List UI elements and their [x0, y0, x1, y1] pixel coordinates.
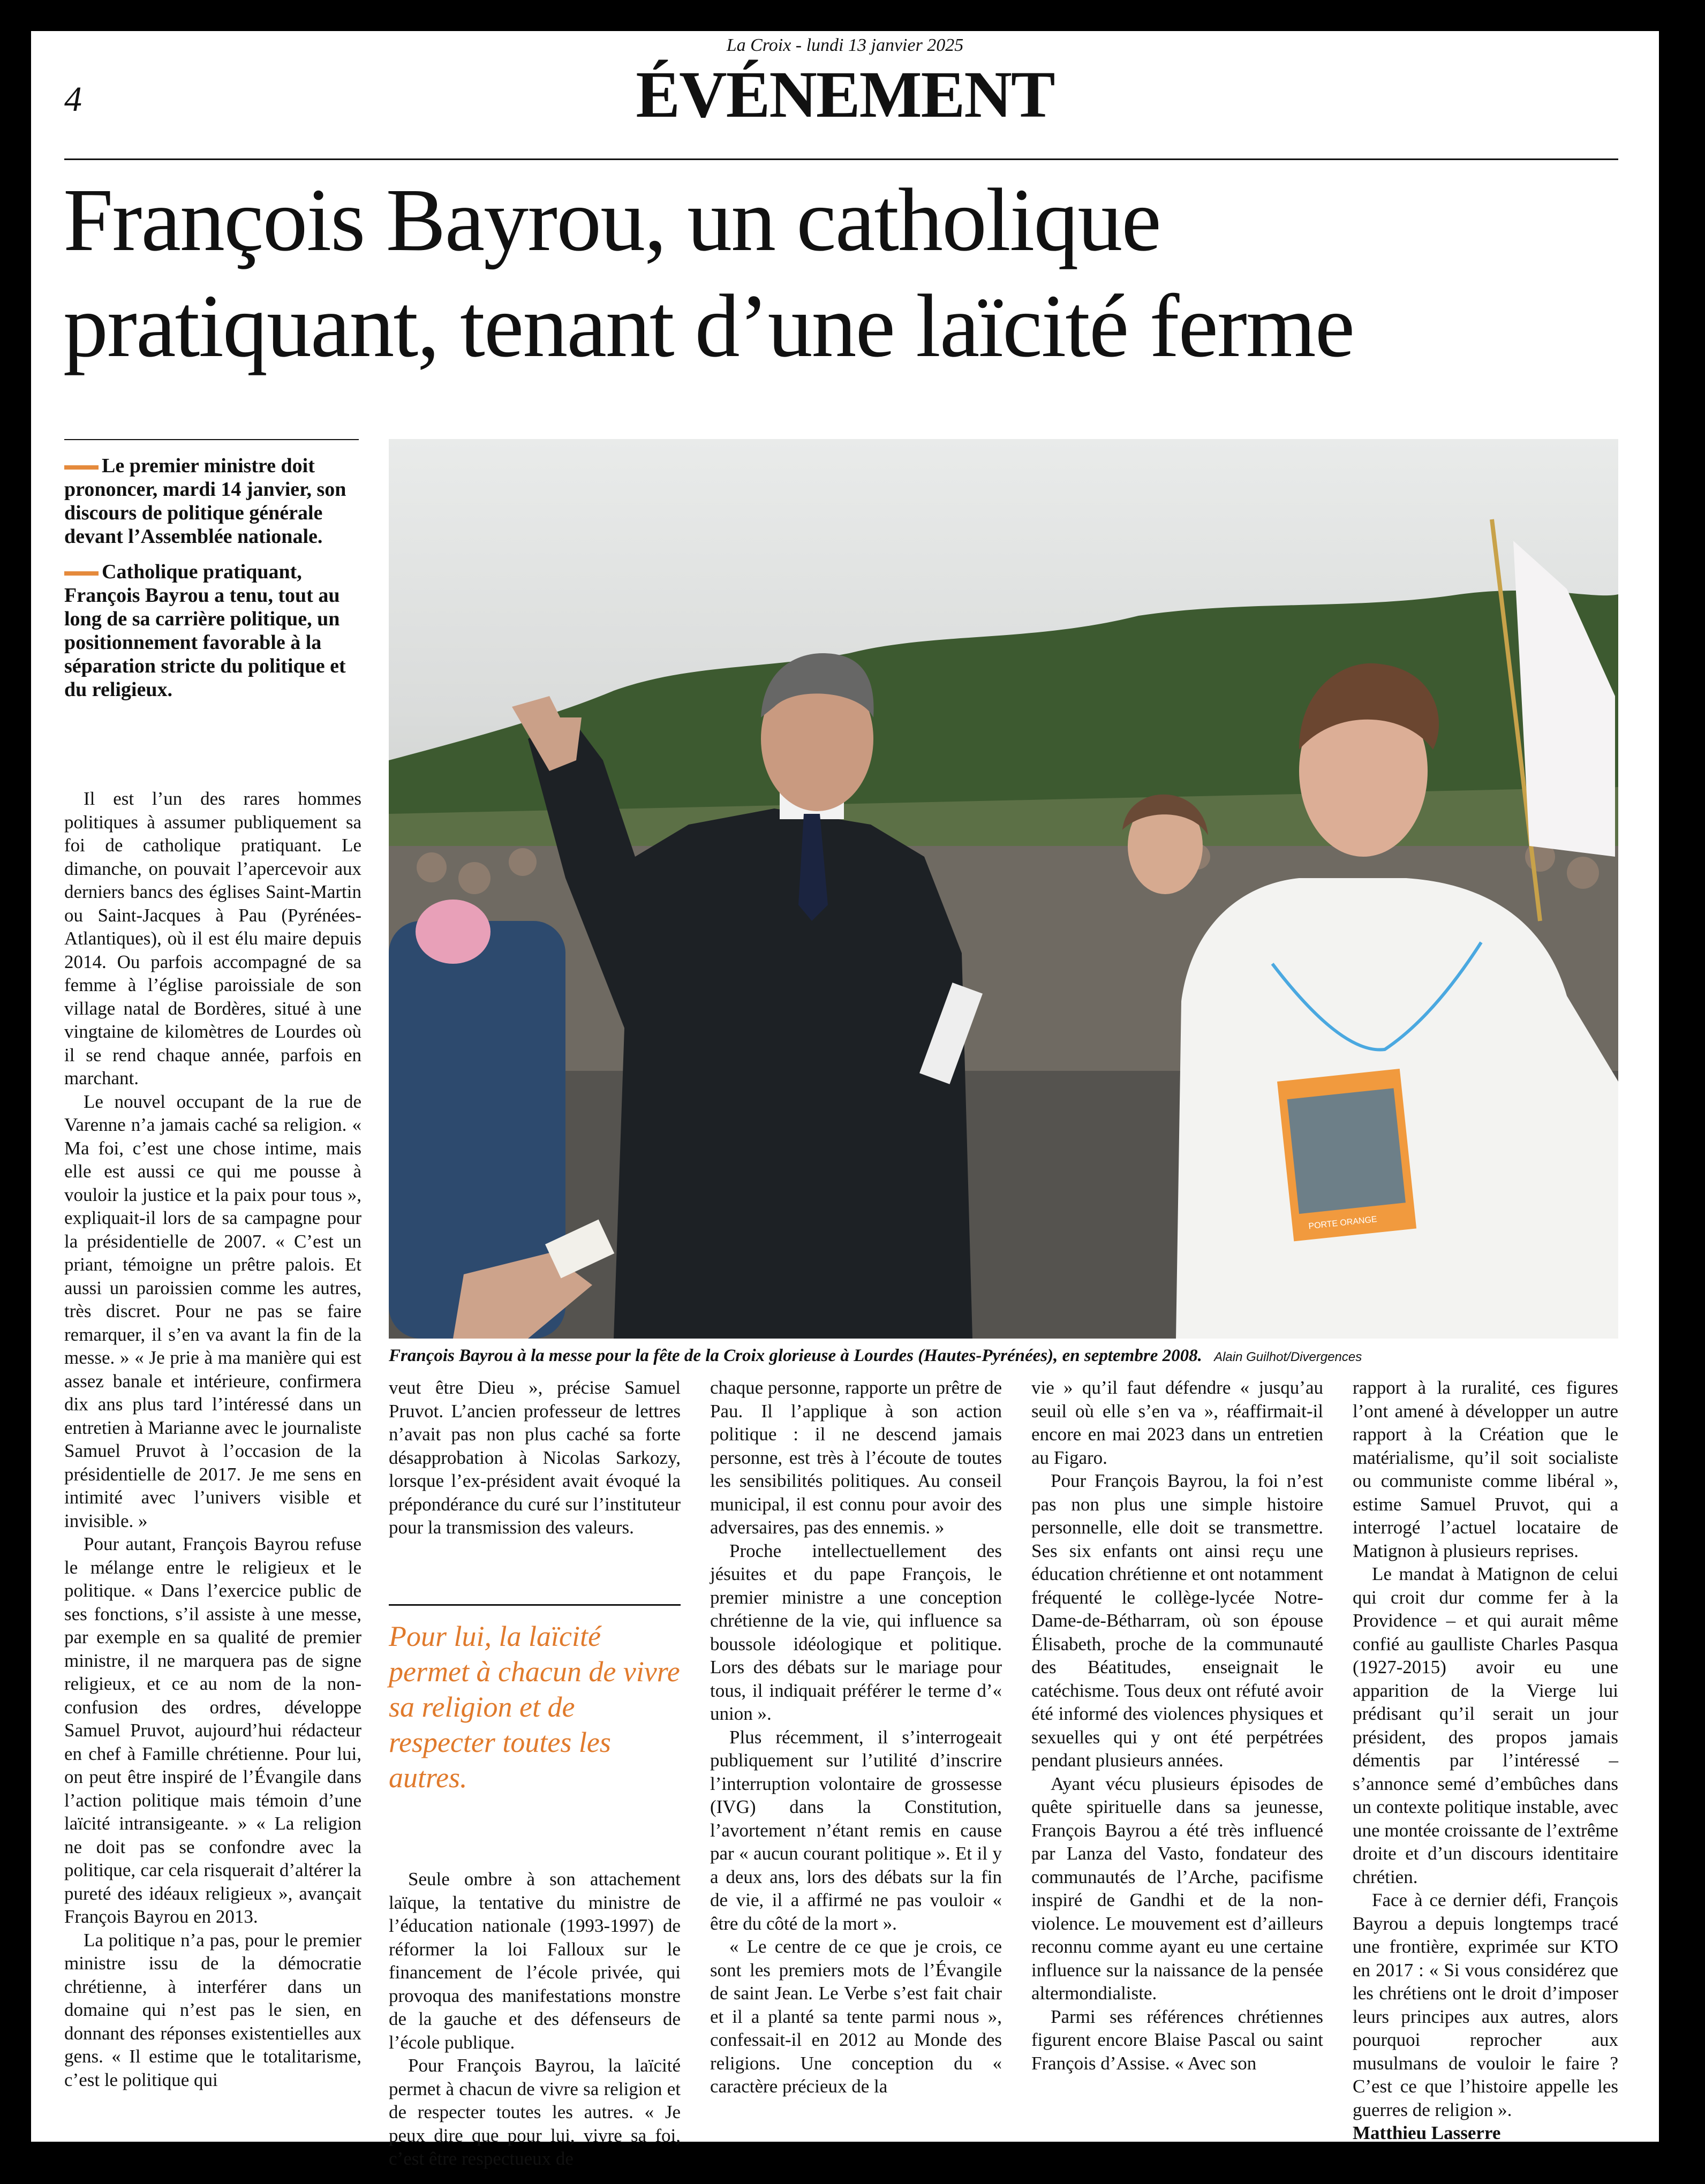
photo-illustration	[389, 439, 1618, 1339]
article-paragraph: veut être Dieu », précise Samuel Pruvot. L’ancien professeur de lettres n’avait pas non plus caché sa forte désapprobation à Nicolas Sarkozy, lorsque l’ex-président avait évoqué la prépondérance du curé sur l’instituteur pour la transmission des valeurs.	[389, 1377, 681, 1538]
article-paragraph: La politique n’a pas, pour le premier ministre issu de la démocratie chrétienne, à interférer dans un domaine qui n’est pas le sien, en donnant des réponses existentielles aux gens. « Il estime que le totalitarisme, c’est le politique qui	[64, 1929, 361, 2090]
article-paragraph: Pour autant, François Bayrou refuse le mélange entre le religieux et le politique. « Dans l’exercice public de ses fonctions, s’il assiste à une messe, par exemple en sa qualité de premier ministre, il ne marquera pas de signe religieux, et ce au nom de la non-confusion des ordres, développe Samuel Pruvot, aujourd’hui rédacteur en chef à Famille chrétienne. Pour lui, on peut être inspiré de l’Évangile dans l’action politique mais témoin d’une laïcité intransigeante. » « La religion ne doit pas se confondre avec la politique, car cela risquerait d’altérer la pureté des idéaux religieux », avançait François Bayrou en 2013.	[64, 1533, 361, 1927]
article-paragraph: Le nouvel occupant de la rue de Varenne n’a jamais caché sa religion. « Ma foi, c’est une chose intime, mais elle est aussi ce qui me pousse à vouloir la justice et la paix pour tous », expliquait-il lors de sa campagne pour la présidentielle de 2007. « C’est un priant, témoigne un prêtre palois. Et aussi un paroissien comme les autres, très discret. Pour ne pas se faire remarquer, il s’en va avant la fin de la messe. » « Je prie à ma manière qui est assez banale et intérieure, confirmera dix ans plus tard l’intéressé dans un entretien à Marianne avec le journaliste Samuel Pruvot à l’occasion de la présidentielle de 2017. Je me sens en intimité avec l’univers visible et invisible. »	[64, 1091, 361, 1531]
headline-line-1: François Bayrou, un catholique	[63, 170, 1160, 270]
article-column-2-bottom	[389, 1868, 681, 2171]
article-paragraph: Pour François Bayrou, la foi n’est pas non plus une simple histoire personnelle, elle doit se transmettre. Ses six enfants ont ainsi reçu une éducation chrétienne et ont notamment fréquenté le collège-lycée Notre-Dame-de-Bétharram, où son épouse Élisabeth, proche de la communauté des Béatitudes, enseignait le catéchisme. Tous deux ont réfuté avoir été informé des violences physiques et sexuelles qui y ont été perpétrées pendant plusieurs années.	[1031, 1470, 1323, 1771]
article-column-1	[64, 787, 361, 2091]
photo-caption	[389, 1345, 1618, 1368]
headline-line-2: pratiquant, tenant d’une laïcité ferme	[63, 276, 1354, 376]
author-signature: Matthieu Lasserre	[1353, 2122, 1501, 2143]
article-column-5	[1353, 1376, 1618, 2145]
lead-rule	[64, 439, 359, 440]
article-paragraph: Face à ce dernier défi, François Bayrou a depuis longtemps tracé une frontière, exprimée sur KTO en 2017 : « Si vous considérez que les chrétiens ont le droit d’imposer leurs principes aux autres, alors pourquoi reprocher aux musulmans de vouloir le faire ? C’est ce que l’histoire appelle les guerres de religion ».	[1353, 1890, 1618, 2120]
pilgrim-badge	[1277, 1069, 1416, 1241]
article-paragraph: Le mandat à Matignon de celui qui croit dur comme fer à la Providence – et qui aurait même confié au gaulliste Charles Pasqua (1927-2015) avoir eu une apparition de la Vierge lui prédisant qu’il serait un jour président, des propos jamais démentis par l’intéressé – s’annonce semé d’embûches dans un contexte politique instable, avec une montée croissante de l’extrême droite et d’un discours identitaire chrétien.	[1353, 1563, 1618, 1887]
article-photo	[389, 439, 1618, 1339]
article-column-2-top	[389, 1376, 681, 1539]
headline	[63, 167, 1638, 379]
lead-summary	[64, 454, 361, 713]
article-column-3	[710, 1376, 1002, 2098]
article-paragraph: Plus récemment, il s’interrogeait publiquement sur l’utilité d’inscrire l’interruption volontaire de grossesse (IVG) dans la Constitution, l’avortement n’étant remis en cause par « aucun courant politique ». Et il y a deux ans, lors des débats sur la fin de vie, il a affirmé ne pas vouloir « être du côté de la mort ».	[710, 1726, 1002, 1934]
date-line: La Croix - lundi 13 janvier 2025	[726, 35, 964, 55]
lead-paragraph: Le premier ministre doit prononcer, mardi 14 janvier, son discours de politique générale devant l’Assemblée nationale.	[64, 455, 346, 548]
article-paragraph: Ayant vécu plusieurs épisodes de quête spirituelle dans sa jeunesse, François Bayrou a été très influencé par Lanza del Vasto, fondateur des communautés de l’Arche, pacifisme inspiré de Gandhi et de la non-violence. Le mouvement est d’ailleurs reconnu comme ayant eu une certaine influence sur la naissance de la pensée altermondialiste.	[1031, 1773, 1323, 2004]
article-paragraph: « Le centre de ce que je crois, ce sont les premiers mots de l’Évangile de saint Jean. Le Verbe s’est fait chair et il a planté sa tente parmi nous », confessait-il en 2012 au Monde des religions. Une conception du « caractère précieux de la	[710, 1936, 1002, 2097]
lead-paragraph: Catholique pratiquant, François Bayrou a tenu, tout au long de sa carrière politique, un positionnement favorable à la séparation stricte du politique et du religieux.	[64, 561, 346, 701]
badge-photo-shape	[1287, 1088, 1406, 1214]
section-title: ÉVÉNEMENT	[636, 58, 1054, 131]
article-paragraph: chaque personne, rapporte un prêtre de Pau. Il l’applique à son action politique : il ne descend jamais personne, est très à l’écoute de toutes les sensibilités politiques. Au conseil municipal, il est connu pour avoir des adversaires, pas des ennemis. »	[710, 1377, 1002, 1538]
header-rule	[64, 158, 1618, 160]
article-paragraph: Seule ombre à son attachement laïque, la tentative du ministre de l’éducation nationale (1993-1997) de réformer la loi Falloux sur le financement de l’école privée, qui provoqua des manifestations monstre de la gauche et des défenseurs de l’école publique.	[389, 1869, 681, 2053]
orange-dash-icon	[64, 571, 99, 576]
article-paragraph: Pour François Bayrou, la laïcité permet à chacun de vivre sa religion et de respecter toutes les autres. « Je peux dire que pour lui, vivre sa foi, c’est être respectueux de	[389, 2055, 681, 2169]
article-paragraph: vie » qu’il faut défendre « jusqu’au seuil où elle s’en va », réaffirmait-il encore en mai 2023 dans un entretien au Figaro.	[1031, 1377, 1323, 1468]
photo-credit: Alain Guilhot/Divergences	[1214, 1350, 1362, 1364]
article-paragraph: Parmi ses références chrétiennes figurent encore Blaise Pascal ou saint François d’Assise. « Avec son	[1031, 2006, 1323, 2074]
article-paragraph: Il est l’un des rares hommes politiques à assumer publiquement sa foi de catholique pratiquant. Le dimanche, on pouvait l’apercevoir aux derniers bancs des églises Saint-Martin ou Saint-Jacques à Pau (Pyrénées-Atlantiques), où il est élu maire depuis 2014. Ou parfois accompagné de sa femme à l’église paroissiale de son village natal de Bordères, situé à une vingtaine de kilomètres de Lourdes où il se rend chaque année, parfois en marchant.	[64, 788, 361, 1089]
badge-label: PORTE ORANGE	[1308, 1214, 1378, 1231]
pull-quote: Pour lui, la laïcité permet à chacun de vivre sa religion et de respecter toutes les autres.	[389, 1604, 681, 1795]
article-paragraph: rapport à la ruralité, ces figures l’ont amené à développer un autre rapport à la Création que le matérialisme, qu’il soit socialiste ou communiste comme libéral », estime Samuel Pruvot, qui a interrogé l’actuel locataire de Matignon à plusieurs reprises.	[1353, 1377, 1618, 1561]
orange-dash-icon	[64, 465, 99, 470]
page-number: 4	[64, 80, 82, 119]
caption-text: François Bayrou à la messe pour la fête de la Croix glorieuse à Lourdes (Hautes-Pyrénées), en septembre 2008.	[389, 1346, 1202, 1365]
pink-hat-shape	[416, 900, 491, 964]
article-paragraph: Proche intellectuellement des jésuites et du pape François, le premier ministre a une conception chrétienne de la vie, qui influence sa boussole idéologique et politique. Lors des débats sur le mariage pour tous, il indiquait préférer le terme d’« union ».	[710, 1540, 1002, 1724]
newspaper-page	[31, 31, 1659, 2169]
banner-shape	[1513, 541, 1615, 857]
article-column-4	[1031, 1376, 1323, 2075]
